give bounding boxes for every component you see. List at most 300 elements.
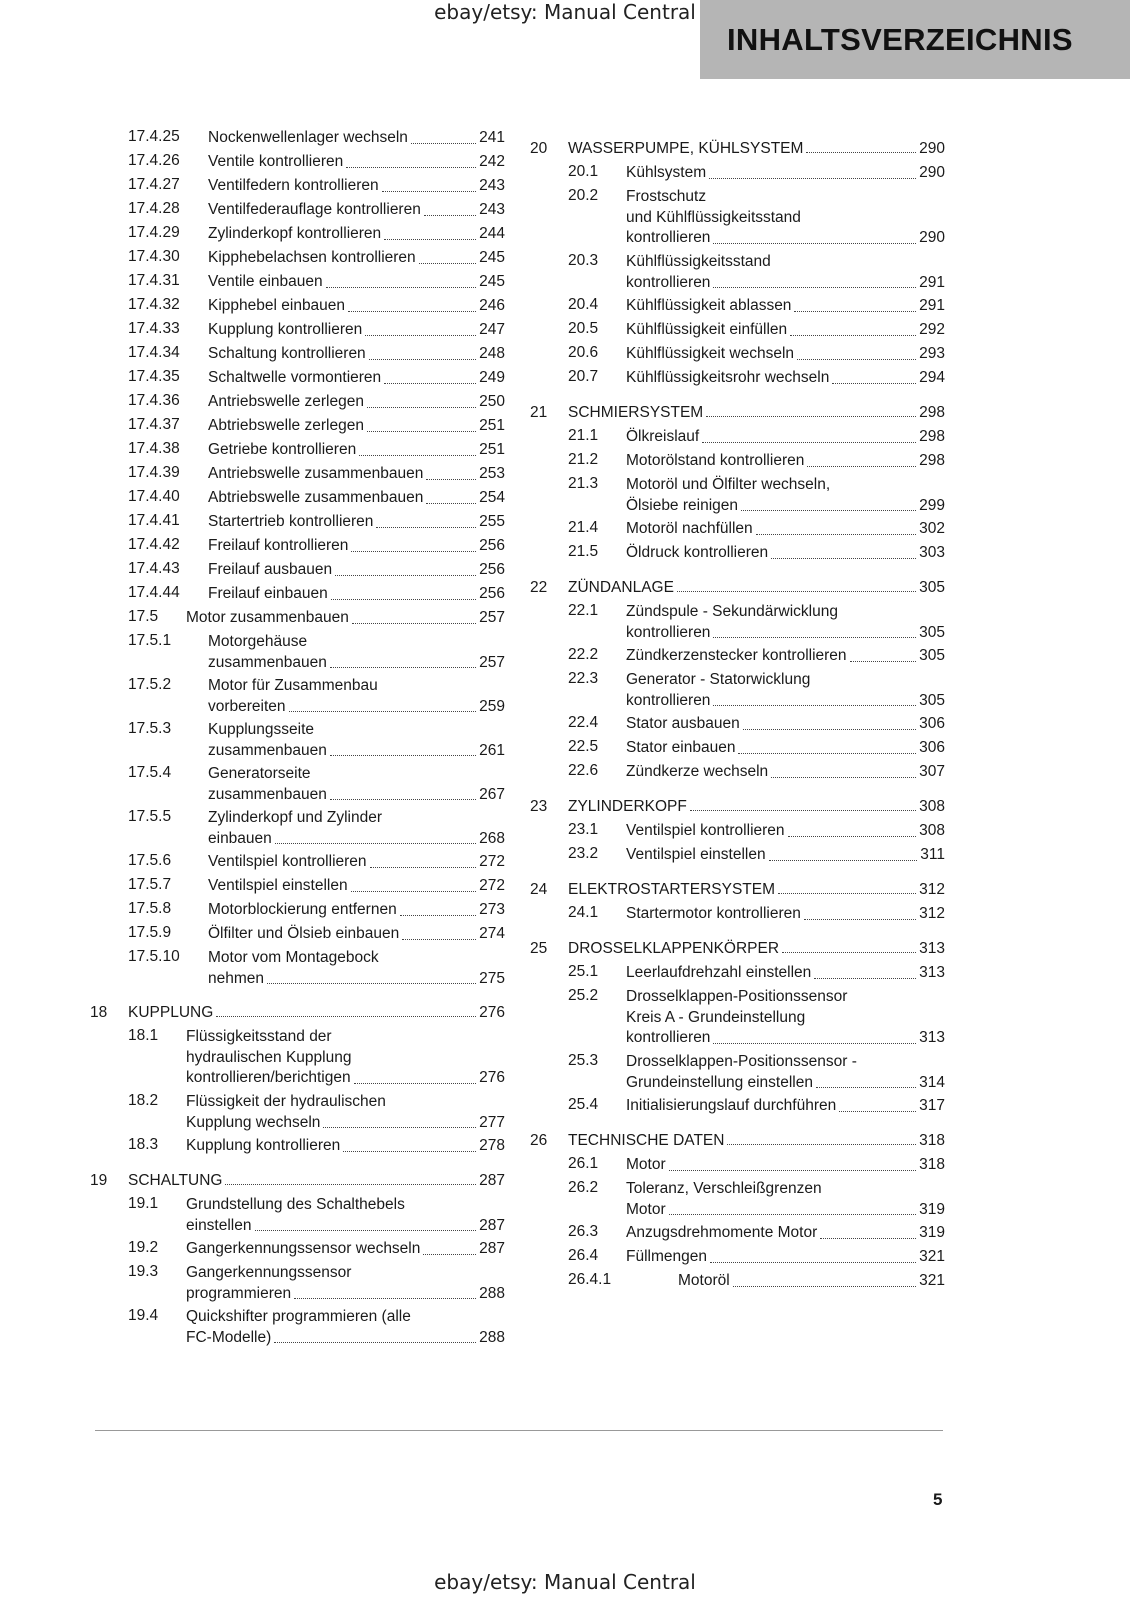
dot-leader xyxy=(797,344,916,360)
entry-title-line xyxy=(208,852,505,873)
entry-title: Motorölstand kontrollieren xyxy=(626,452,805,469)
dot-leader xyxy=(323,1113,476,1129)
entry-title-line xyxy=(208,584,505,605)
entry-title-line xyxy=(186,1328,505,1349)
entry-number: 17.4.25 xyxy=(128,128,180,145)
entry-text xyxy=(626,344,945,365)
entry-text xyxy=(208,536,505,557)
entry-text xyxy=(208,560,505,581)
entry-title-line: Gangerkennungssensor xyxy=(186,1264,352,1281)
entry-page: 313 xyxy=(919,1029,945,1046)
dot-leader xyxy=(794,296,916,312)
section-title-line xyxy=(568,940,945,958)
entry-number: 20.3 xyxy=(568,252,599,269)
toc-entry xyxy=(90,296,505,320)
entry-page: 273 xyxy=(479,901,505,918)
entry-page: 257 xyxy=(479,653,505,671)
dot-leader xyxy=(850,646,917,662)
entry-title-line xyxy=(626,273,945,294)
entry-number: 20.6 xyxy=(568,344,599,361)
section-title-line xyxy=(568,404,945,422)
toc-entry xyxy=(530,904,945,928)
toc-entry xyxy=(90,584,505,608)
entry-title-line xyxy=(186,608,505,629)
dot-leader xyxy=(832,368,916,384)
entry-title-line xyxy=(208,416,505,437)
entry-title-line xyxy=(208,152,505,173)
entry-title: Initialisierungslauf durchführen xyxy=(626,1097,837,1114)
toc-left-column xyxy=(90,128,505,1351)
entry-page: 305 xyxy=(919,691,945,709)
entry-page: 259 xyxy=(479,697,505,715)
entry-number: 23.1 xyxy=(568,821,599,838)
entry-title: Kühlflüssigkeit wechseln xyxy=(626,345,795,362)
entry-text xyxy=(186,1027,505,1089)
entry-title-line xyxy=(208,924,505,945)
toc-section-row xyxy=(530,134,945,163)
entry-title: Anzugsdrehmomente Motor xyxy=(626,1224,818,1241)
dot-leader xyxy=(370,852,477,868)
entry-text xyxy=(208,224,505,245)
dot-leader xyxy=(343,1136,476,1152)
entry-page: 243 xyxy=(479,201,505,218)
entry-number: 17.4.38 xyxy=(128,440,180,457)
entry-text xyxy=(626,714,945,735)
section-number: 26 xyxy=(530,1132,548,1149)
entry-title-line xyxy=(626,845,945,866)
entry-page: 321 xyxy=(919,1248,945,1265)
entry-title-line: Motor für Zusammenbau xyxy=(208,677,378,694)
entry-number: 21.2 xyxy=(568,451,599,468)
toc-entry xyxy=(90,1239,505,1263)
entry-text xyxy=(208,632,505,673)
entry-title-line xyxy=(186,1216,505,1237)
toc-entry xyxy=(90,676,505,720)
entry-number: 26.2 xyxy=(568,1179,599,1196)
entry-title-line xyxy=(626,427,945,448)
entry-title-line xyxy=(626,451,945,472)
entry-title-line xyxy=(208,272,505,293)
entry-text xyxy=(208,296,505,317)
toc-entry xyxy=(530,427,945,451)
entry-title: Freilauf kontrollieren xyxy=(208,537,349,554)
entry-title-line: hydraulischen Kupplung xyxy=(186,1048,352,1066)
header-band xyxy=(700,0,1130,79)
dot-leader xyxy=(839,1096,916,1112)
toc-entry xyxy=(90,720,505,764)
entry-number: 17.4.30 xyxy=(128,248,180,265)
entry-text xyxy=(208,852,505,873)
toc-entry xyxy=(90,320,505,344)
dot-leader xyxy=(423,1239,476,1255)
toc-section-row xyxy=(90,1166,505,1195)
dot-leader xyxy=(709,163,916,179)
toc-entry xyxy=(90,440,505,464)
entry-page: 312 xyxy=(919,905,945,922)
entry-title-line xyxy=(208,248,505,269)
entry-text xyxy=(186,608,505,629)
toc-entry xyxy=(530,963,945,987)
entry-text xyxy=(626,845,945,866)
entry-title: Motor zusammenbauen xyxy=(186,609,349,626)
entry-page: 256 xyxy=(479,585,505,602)
entry-page: 290 xyxy=(919,229,945,246)
dot-leader xyxy=(669,1155,917,1171)
entry-number: 17.4.43 xyxy=(128,560,180,577)
toc-entry xyxy=(90,632,505,676)
entry-text xyxy=(626,1179,945,1220)
entry-title-line: Motor vom Montagebock xyxy=(208,949,379,966)
dot-leader xyxy=(351,876,477,892)
section-title: DROSSELKLAPPENKÖRPER xyxy=(568,940,780,957)
dot-leader xyxy=(354,1068,477,1084)
entry-page: 241 xyxy=(479,129,505,146)
dot-leader xyxy=(359,440,476,456)
dot-leader xyxy=(713,273,916,289)
entry-page: 251 xyxy=(479,441,505,458)
entry-page: 253 xyxy=(479,465,505,482)
toc-entry xyxy=(90,764,505,808)
toc-entry xyxy=(90,1027,505,1092)
entry-title-line: Kühlflüssigkeitsstand xyxy=(626,253,771,270)
entry-title: Ventile kontrollieren xyxy=(208,153,344,170)
dot-leader xyxy=(426,488,476,504)
entry-title-line: Flüssigkeitsstand der xyxy=(186,1028,332,1045)
entry-number: 25.1 xyxy=(568,963,599,980)
entry-text xyxy=(208,176,505,197)
entry-title-line: Frostschutz xyxy=(626,188,707,205)
entry-page: 248 xyxy=(479,345,505,362)
toc-entry xyxy=(90,272,505,296)
entry-title-line xyxy=(208,512,505,533)
entry-page: 275 xyxy=(479,969,505,987)
entry-page: 254 xyxy=(479,489,505,506)
toc-entry xyxy=(530,187,945,252)
watermark-top: ebay/etsy: Manual Central xyxy=(434,0,696,24)
entry-title-line: Kupplungsseite xyxy=(208,721,314,738)
section-page: 318 xyxy=(919,1132,945,1149)
entry-number: 17.5.2 xyxy=(128,676,172,693)
toc-entry xyxy=(90,608,505,632)
dot-leader xyxy=(702,427,916,443)
dot-leader xyxy=(713,623,916,639)
toc-entry xyxy=(90,128,505,152)
toc-entry xyxy=(530,1271,945,1295)
entry-text xyxy=(626,1223,945,1244)
entry-title: kontrollieren xyxy=(626,273,711,291)
entry-number: 22.1 xyxy=(568,602,599,619)
entry-text xyxy=(186,1092,505,1133)
entry-text xyxy=(208,676,505,717)
entry-title: Grundeinstellung einstellen xyxy=(626,1073,813,1091)
entry-page: 244 xyxy=(479,225,505,242)
entry-title: Nockenwellenlager wechseln xyxy=(208,129,408,146)
section-number: 21 xyxy=(530,404,548,421)
entry-title: Schaltwelle vormontieren xyxy=(208,369,382,386)
dot-leader xyxy=(806,140,916,153)
entry-title-line xyxy=(186,1068,505,1089)
entry-number: 17.5.6 xyxy=(128,852,172,869)
toc-entry xyxy=(530,451,945,475)
entry-number: 20.7 xyxy=(568,368,599,385)
toc-section-row xyxy=(530,792,945,821)
dot-leader xyxy=(367,392,476,408)
entry-page: 245 xyxy=(479,249,505,266)
entry-title: Stator ausbauen xyxy=(626,715,740,732)
entry-text xyxy=(626,904,945,925)
entry-number: 19.3 xyxy=(128,1263,159,1280)
entry-title: Motorblockierung entfernen xyxy=(208,901,397,918)
footer-divider xyxy=(95,1430,943,1431)
entry-text xyxy=(626,475,945,516)
entry-page: 319 xyxy=(919,1200,945,1218)
toc-entry xyxy=(530,475,945,519)
entry-title-line: Toleranz, Verschleißgrenzen xyxy=(626,1180,822,1197)
entry-number: 17.4.26 xyxy=(128,152,180,169)
entry-text xyxy=(208,876,505,897)
entry-text xyxy=(208,320,505,341)
toc-right-column xyxy=(530,128,945,1295)
entry-number: 17.4.27 xyxy=(128,176,180,193)
entry-title: Ventilspiel kontrollieren xyxy=(626,822,785,839)
entry-text xyxy=(208,440,505,461)
entry-title-line xyxy=(626,904,945,925)
entry-number: 17.5.1 xyxy=(128,632,172,649)
entry-page: 306 xyxy=(919,715,945,732)
toc-entry xyxy=(90,852,505,876)
entry-title: Startertrieb kontrollieren xyxy=(208,513,374,530)
dot-leader xyxy=(352,608,476,624)
entry-number: 17.4.40 xyxy=(128,488,180,505)
dot-leader xyxy=(677,579,916,592)
entry-title-line xyxy=(208,296,505,317)
dot-leader xyxy=(267,969,476,985)
section-number: 20 xyxy=(530,140,548,157)
entry-page: 276 xyxy=(479,1069,505,1086)
toc-entry xyxy=(90,1263,505,1307)
entry-text xyxy=(626,987,945,1049)
dot-leader xyxy=(820,1223,916,1239)
entry-title-line xyxy=(626,1223,945,1244)
entry-page: 242 xyxy=(479,153,505,170)
entry-title: Ventilspiel kontrollieren xyxy=(208,853,367,870)
entry-title: Zylinderkopf kontrollieren xyxy=(208,225,382,242)
entry-page: 277 xyxy=(479,1113,505,1131)
dot-leader xyxy=(289,697,477,713)
entry-title: Kühlflüssigkeitsrohr wechseln xyxy=(626,369,830,386)
entry-page: 272 xyxy=(479,877,505,894)
dot-leader xyxy=(365,320,476,336)
entry-title-line xyxy=(626,368,945,389)
toc-entry xyxy=(530,602,945,646)
entry-number: 17.4.37 xyxy=(128,416,180,433)
entry-text xyxy=(208,392,505,413)
entry-text xyxy=(186,1263,505,1304)
entry-title-line xyxy=(208,320,505,341)
entry-page: 278 xyxy=(479,1137,505,1154)
dot-leader xyxy=(367,416,476,432)
entry-text xyxy=(208,808,505,849)
entry-title: Öldruck kontrollieren xyxy=(626,544,769,561)
section-title-line xyxy=(568,579,945,597)
entry-title-line xyxy=(208,224,505,245)
entry-title-line xyxy=(208,368,505,389)
entry-text xyxy=(208,764,505,805)
section-title-line xyxy=(128,1172,505,1190)
entry-number: 17.4.36 xyxy=(128,392,180,409)
entry-number: 17.5.3 xyxy=(128,720,172,737)
entry-title: Kipphebel einbauen xyxy=(208,297,346,314)
entry-number: 17.5.8 xyxy=(128,900,172,917)
dot-leader xyxy=(369,344,476,360)
entry-title: kontrollieren/berichtigen xyxy=(186,1069,351,1086)
toc-entry xyxy=(530,296,945,320)
entry-number: 20.2 xyxy=(568,187,599,204)
page-number: 5 xyxy=(933,1490,943,1509)
entry-page: 251 xyxy=(479,417,505,434)
entry-title-line xyxy=(626,320,945,341)
entry-text xyxy=(626,427,945,448)
entry-title: Gangerkennungssensor wechseln xyxy=(186,1240,421,1257)
entry-title-line xyxy=(186,1113,505,1134)
entry-title-line xyxy=(626,543,945,564)
entry-page: 317 xyxy=(919,1097,945,1114)
entry-page: 319 xyxy=(919,1224,945,1241)
entry-title-line xyxy=(208,741,505,762)
dot-leader xyxy=(713,228,916,244)
entry-page: 298 xyxy=(919,452,945,469)
toc-entry xyxy=(90,924,505,948)
section-number: 19 xyxy=(90,1172,108,1189)
entry-text xyxy=(208,248,505,269)
entry-title-line xyxy=(186,1239,505,1260)
dot-leader xyxy=(274,1328,476,1344)
entry-text xyxy=(626,187,945,249)
entry-title: programmieren xyxy=(186,1284,292,1302)
entry-title: FC-Modelle) xyxy=(186,1328,272,1346)
dot-leader xyxy=(733,1271,916,1287)
toc-entry xyxy=(530,1096,945,1120)
dot-leader xyxy=(727,1132,916,1145)
section-title-line xyxy=(128,1004,505,1022)
section-title: ELEKTROSTARTERSYSTEM xyxy=(568,881,775,898)
entry-title: vorbereiten xyxy=(208,697,286,715)
dot-leader xyxy=(348,296,476,312)
entry-title-line xyxy=(208,829,505,850)
entry-title: Abtriebswelle zusammenbauen xyxy=(208,489,424,506)
toc-entry xyxy=(530,519,945,543)
entry-number: 19.4 xyxy=(128,1307,159,1324)
toc-entry xyxy=(530,1052,945,1096)
dot-leader xyxy=(330,741,476,757)
entry-page: 256 xyxy=(479,561,505,578)
toc-entry xyxy=(90,1136,505,1160)
entry-text xyxy=(626,821,945,842)
entry-number: 17.4.31 xyxy=(128,272,180,289)
dot-leader xyxy=(710,1247,916,1263)
entry-text xyxy=(626,602,945,643)
entry-title-line xyxy=(626,228,945,249)
entry-text xyxy=(626,163,945,184)
entry-page: 247 xyxy=(479,321,505,338)
entry-title: kontrollieren xyxy=(626,229,711,246)
entry-page: 288 xyxy=(479,1328,505,1346)
entry-number: 19.2 xyxy=(128,1239,159,1256)
toc-entry xyxy=(90,416,505,440)
entry-title: Ölkreislauf xyxy=(626,428,700,445)
entry-title: Ventilfedern kontrollieren xyxy=(208,177,379,194)
toc-entry xyxy=(90,536,505,560)
entry-page: 288 xyxy=(479,1284,505,1302)
entry-title: einbauen xyxy=(208,829,272,847)
entry-page: 307 xyxy=(919,763,945,780)
entry-title: zusammenbauen xyxy=(208,741,327,759)
entry-number: 17.4.29 xyxy=(128,224,180,241)
entry-page: 306 xyxy=(919,739,945,756)
dot-leader xyxy=(713,691,916,707)
entry-number: 18.2 xyxy=(128,1092,159,1109)
entry-text xyxy=(626,296,945,317)
entry-text xyxy=(208,464,505,485)
entry-number: 25.4 xyxy=(568,1096,599,1113)
entry-title: Motoröl xyxy=(678,1272,730,1289)
entry-title-line xyxy=(208,176,505,197)
entry-text xyxy=(208,900,505,921)
entry-text xyxy=(678,1271,945,1292)
toc-entry xyxy=(530,762,945,786)
entry-text xyxy=(626,1052,945,1093)
entry-number: 17.4.34 xyxy=(128,344,180,361)
toc-entry xyxy=(530,670,945,714)
entry-title-line xyxy=(626,163,945,184)
dot-leader xyxy=(326,272,476,288)
entry-title-line: Kreis A - Grundeinstellung xyxy=(626,1008,806,1026)
entry-number: 17.4.35 xyxy=(128,368,180,385)
entry-title-line xyxy=(208,200,505,221)
entry-number: 17.4.33 xyxy=(128,320,180,337)
entry-text xyxy=(208,948,505,989)
entry-page: 267 xyxy=(479,785,505,803)
entry-title-line: Generator - Statorwicklung xyxy=(626,671,811,688)
entry-number: 17.4.44 xyxy=(128,584,180,601)
entry-title-line xyxy=(626,1200,945,1221)
entry-number: 19.1 xyxy=(128,1195,159,1212)
entry-page: 274 xyxy=(479,925,505,942)
dot-leader xyxy=(225,1172,476,1185)
entry-title-line: Zylinderkopf und Zylinder xyxy=(208,809,383,826)
dot-leader xyxy=(402,924,476,940)
entry-title-line: Flüssigkeit der hydraulischen xyxy=(186,1093,386,1110)
entry-text xyxy=(208,128,505,149)
entry-text xyxy=(208,152,505,173)
toc-entry xyxy=(90,876,505,900)
entry-number: 17.5.9 xyxy=(128,924,172,941)
toc-entry xyxy=(530,845,945,869)
entry-title: Schaltung kontrollieren xyxy=(208,345,366,362)
entry-title-line: Generatorseite xyxy=(208,765,311,782)
entry-page: 298 xyxy=(919,428,945,445)
entry-title: Ventile einbauen xyxy=(208,273,323,290)
section-page: 312 xyxy=(919,881,945,898)
entry-page: 249 xyxy=(479,369,505,386)
entry-title: Motoröl nachfüllen xyxy=(626,520,753,537)
entry-title-line xyxy=(626,344,945,365)
entry-title-line xyxy=(626,646,945,667)
watermark-bottom: ebay/etsy: Manual Central xyxy=(434,1570,696,1594)
entry-title-line xyxy=(626,762,945,783)
entry-text xyxy=(626,1096,945,1117)
entry-text xyxy=(626,762,945,783)
